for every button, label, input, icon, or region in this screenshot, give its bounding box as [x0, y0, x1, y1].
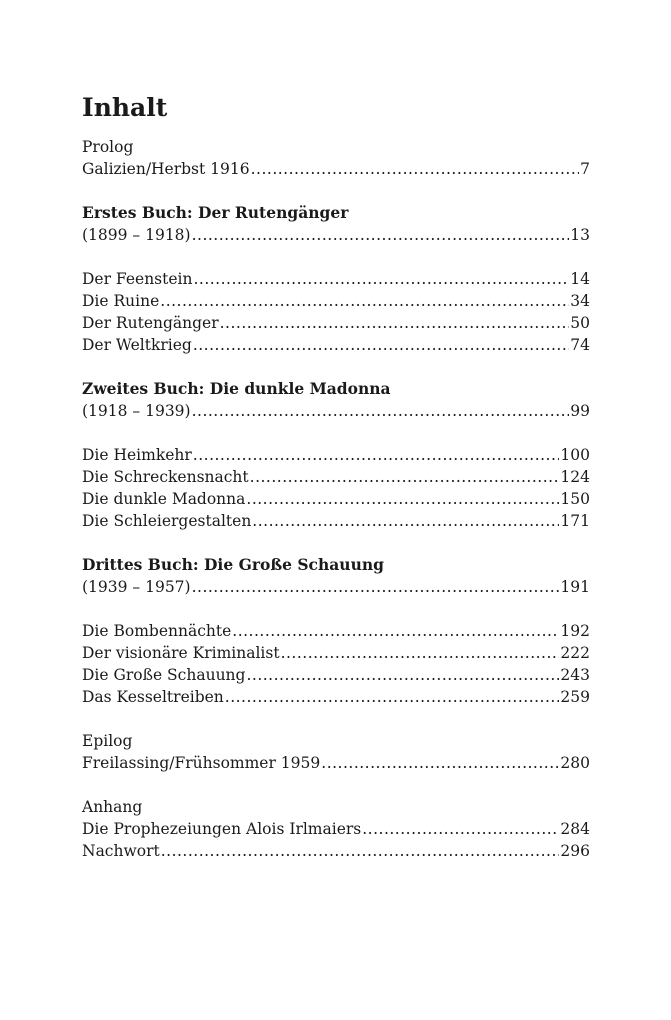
toc-entry	[82, 840, 590, 862]
toc-entry-label: Die Heimkehr	[82, 446, 192, 464]
toc-entry-label: Der Feenstein	[82, 270, 193, 288]
dot-leader	[192, 400, 570, 422]
epilog-heading: Epilog	[82, 732, 133, 750]
toc-entry-label: Die Prophezeiungen Alois Irlmaiers	[82, 820, 362, 838]
dot-leader	[252, 510, 559, 532]
toc-entry-page: 50	[570, 314, 590, 332]
dot-leader	[251, 158, 580, 180]
toc-entry	[82, 818, 590, 840]
dot-leader	[192, 576, 560, 598]
dot-leader	[232, 620, 559, 642]
toc-entry-label: Die Schreckensnacht	[82, 468, 249, 486]
toc-entry-label: Die Schleiergestalten	[82, 512, 252, 530]
toc-entry-label: Nachwort	[82, 842, 160, 860]
toc-entry	[82, 664, 590, 686]
toc-entry-label: Der Weltkrieg	[82, 336, 192, 354]
toc-entry-page: 284	[560, 820, 590, 838]
toc-entry-page: 171	[560, 512, 590, 530]
prolog-heading: Prolog	[82, 138, 134, 156]
dot-leader	[225, 686, 560, 708]
toc-entry	[82, 466, 590, 488]
dot-leader	[246, 664, 559, 686]
toc-entry-page: 13	[570, 226, 590, 244]
toc-entry	[82, 752, 590, 774]
toc-entry-page: 296	[560, 842, 590, 860]
toc-entry	[82, 312, 590, 334]
toc-entry-label: Freilassing/Frühsommer 1959	[82, 754, 321, 772]
toc-entry-label: Die dunkle Madonna	[82, 490, 246, 508]
toc-entry	[82, 686, 590, 708]
dot-leader	[281, 642, 560, 664]
toc-entry	[82, 620, 590, 642]
toc-entry	[82, 444, 590, 466]
toc-entry-page: 280	[560, 754, 590, 772]
book2-heading: Zweites Buch: Die dunkle Madonna	[82, 379, 391, 398]
toc-entry	[82, 334, 590, 356]
table-of-contents	[82, 92, 590, 862]
toc-entry-label: Der visionäre Kriminalist	[82, 644, 280, 662]
toc-entry	[82, 510, 590, 532]
toc-entry-page: 7	[580, 160, 590, 178]
toc-entry-label: Die Ruine	[82, 292, 160, 310]
toc-entry-label: Die Bombennächte	[82, 622, 232, 640]
toc-entry	[82, 158, 590, 180]
dot-leader	[193, 268, 569, 290]
toc-entry-label: Galizien/Herbst 1916	[82, 160, 250, 178]
toc-entry-page: 34	[570, 292, 590, 310]
dot-leader	[362, 818, 559, 840]
toc-entry	[82, 642, 590, 664]
toc-entry-label: Das Kesseltreiben	[82, 688, 224, 706]
toc-entry-label: Die Große Schauung	[82, 666, 246, 684]
book3-heading: Drittes Buch: Die Große Schauung	[82, 555, 384, 574]
toc-entry	[82, 488, 590, 510]
toc-entry-page: 99	[570, 402, 590, 420]
dot-leader	[160, 290, 569, 312]
dot-leader	[321, 752, 559, 774]
toc-entry	[82, 268, 590, 290]
toc-entry-label: Der Rutengänger	[82, 314, 219, 332]
toc-entry-label: (1939 – 1957)	[82, 578, 191, 596]
dot-leader	[161, 840, 560, 862]
toc-entry-page: 222	[560, 644, 590, 662]
toc-entry	[82, 290, 590, 312]
dot-leader	[193, 334, 569, 356]
toc-entry-page: 191	[560, 578, 590, 596]
dot-leader	[250, 466, 560, 488]
toc-entry-label: (1918 – 1939)	[82, 402, 191, 420]
dot-leader	[220, 312, 570, 334]
toc-entry-page: 150	[560, 490, 590, 508]
anhang-heading: Anhang	[82, 798, 143, 816]
toc-entry-page: 14	[570, 270, 590, 288]
toc-entry	[82, 400, 590, 422]
toc-entry	[82, 224, 590, 246]
toc-entry	[82, 576, 590, 598]
page-title: Inhalt	[82, 93, 168, 122]
dot-leader	[246, 488, 559, 510]
dot-leader	[193, 444, 560, 466]
toc-entry-page: 100	[560, 446, 590, 464]
toc-entry-page: 243	[560, 666, 590, 684]
toc-entry-page: 124	[560, 468, 590, 486]
toc-entry-page: 74	[570, 336, 590, 354]
book1-heading: Erstes Buch: Der Rutengänger	[82, 203, 349, 222]
toc-entry-page: 192	[560, 622, 590, 640]
toc-entry-label: (1899 – 1918)	[82, 226, 191, 244]
dot-leader	[192, 224, 570, 246]
toc-entry-page: 259	[560, 688, 590, 706]
